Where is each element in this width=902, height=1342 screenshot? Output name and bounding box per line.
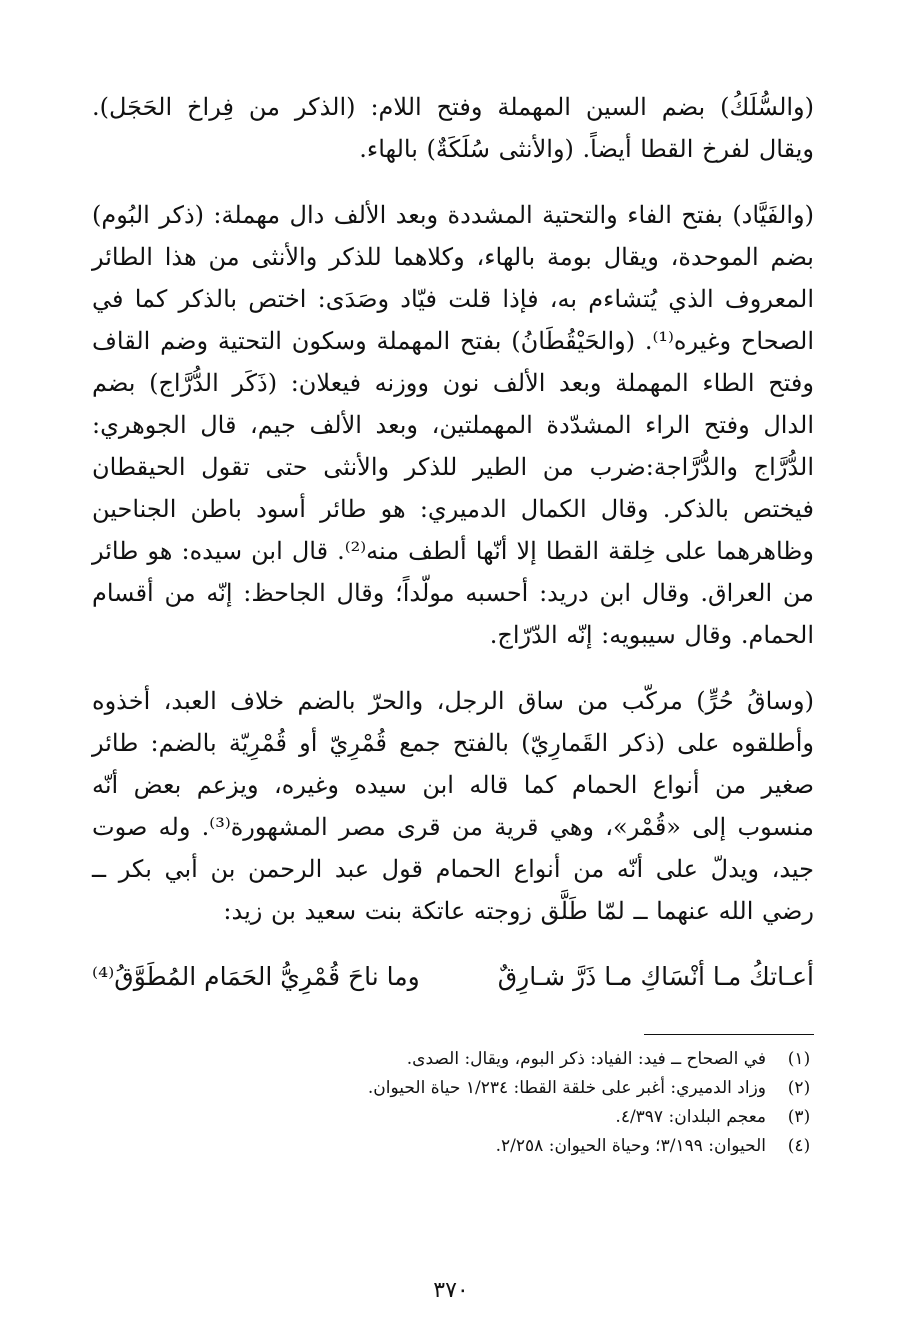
paragraph-fayyad: (والفَيَّاد) بفتح الفاء والتحتية المشددة وبعد الألف دال مهملة: (ذكر البُوم) بضم الموحدة، ويقال بومة بالهاء، وكلاهما للذكر والأنثى من هذا الطائر المعروف الذي يُتشاءم به، فإذا قلت فيّاد وصَدَى: اختص بالذكر كما في الصحاح وغيره⁽¹⁾. (والحَيْقُطَانُ) بفتح المهملة وسكون التحتية وضم القاف وفتح الطاء المهملة وبعد الألف نون ووزنه فيعلان: (ذَكَر الدُّرَّاج) بضم الدال وفتح الراء المشدّدة المهملتين، وبعد الألف جيم، قال الجوهري: الدُّرَّاج والدُّرَّاجة:ضرب من الطير للذكر والأنثى حتى تقول الحيقطان فيختص بالذكر. وقال الكمال الدميري: هو طائر أسود باطن الجناحين وظاهرهما على خِلقة القطا إلا أنّها ألطف منه⁽²⁾. قال ابن سيده: هو طائر من العراق. وقال ابن دريد: أحسبه مولّداً؛ وقال الجاحظ: إنّه من أقسام الحمام. وقال سيبويه: إنّه الدّرّاج. (92, 201, 815, 649)
footnote-number: (٣) (787, 1107, 811, 1127)
footnote-item (92, 1103, 814, 1132)
footnote-text: وزاد الدميري: أغبر على خلقة القطا: ١/٢٣٤ حياة الحيوان. (367, 1078, 766, 1098)
footnote-number: (١) (787, 1049, 811, 1069)
footnote-item (92, 1074, 814, 1103)
footnote-number: (٢) (787, 1078, 811, 1098)
footnote-text: الحيوان: ٣/١٩٩؛ وحياة الحيوان: ٢/٢٥٨. (495, 1136, 766, 1156)
verse-second-hemistich: وما ناحَ قُمْرِيُّ الحَمَام المُطَوَّقُ⁽⁴⁾ (92, 962, 420, 991)
poetry-verse (92, 954, 814, 1000)
footnote-separator (644, 1034, 814, 1035)
footnote-item (92, 1132, 814, 1161)
footnote-text: في الصحاح ــ فيد: الفياد: ذكر البوم، ويقال: الصدى. (406, 1049, 766, 1069)
paragraph-saq-hurr: (وساقُ حُرٍّ) مركّب من ساق الرجل، والحرّ بالضم خلاف العبد، أخذوه وأطلقوه على (ذكر القَمارِيّ) بالفتح جمع قُمْرِيّ أو قُمْرِيّة بالضم: طائر صغير من أنواع الحمام كما قاله ابن سيده وغيره، ويزعم بعض أنّه منسوب إلى «قُمْر»، وهي قرية من قرى مصر المشهورة⁽³⁾. وله صوت جيد، ويدلّ على أنّه من أنواع الحمام قول عبد الرحمن بن أبي بكر ــ رضي الله عنهما ــ لمّا طَلَّق زوجته عاتكة بنت سعيد بن زيد: (92, 687, 814, 925)
footnote-number: (٤) (787, 1136, 811, 1156)
verse-first-hemistich: أعـاتكُ مـا أنْسَاكِ مـا ذَرَّ شـارِقٌ (497, 962, 814, 991)
page-body (92, 86, 814, 1161)
footnote-item (92, 1045, 814, 1074)
paragraph-sulak: (والسُّلَكُ) بضم السين المهملة وفتح اللام: (الذكر من فِراخ الحَجَل). ويقال لفرخ القطا أيضاً. (والأنثى سُلَكَةٌ) بالهاء. (92, 93, 815, 163)
footnotes (92, 1045, 814, 1161)
footnote-text: معجم البلدان: ٤/٣٩٧. (615, 1107, 766, 1127)
page-number: ٣٧٠ (433, 1278, 469, 1303)
